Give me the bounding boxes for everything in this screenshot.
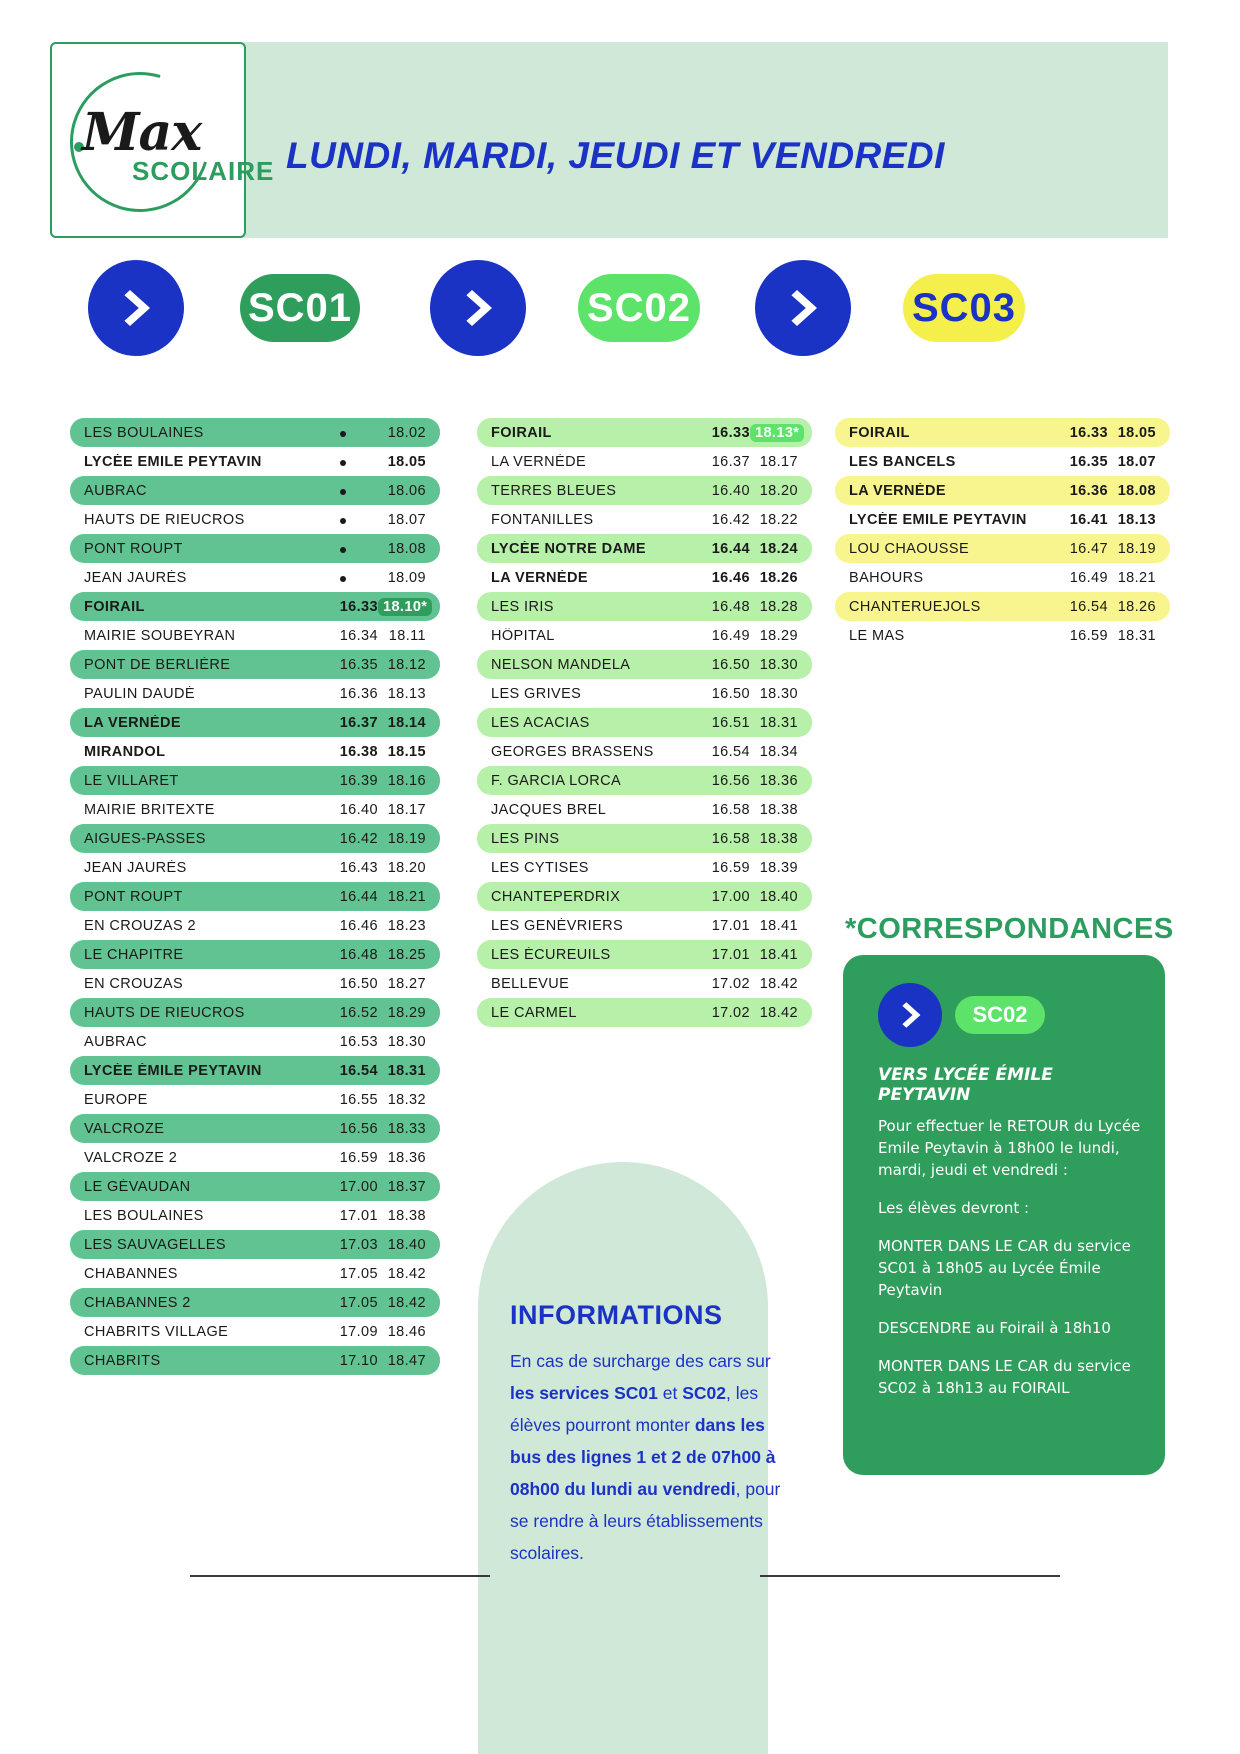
- departure-time-2: 18.34: [759, 743, 798, 760]
- logo-name: Max: [82, 102, 202, 163]
- correspondances-paragraph: Pour effectuer le RETOUR du Lycée Emile Peytavin à 18h00 le lundi, mardi, jeudi et vendredi :: [878, 1117, 1141, 1179]
- table-row: [477, 940, 812, 969]
- departure-time-2: 18.05: [1117, 424, 1156, 441]
- departure-time-2: 18.42: [387, 1294, 426, 1311]
- table-row: [70, 1230, 440, 1259]
- departure-time-1: 17.01: [339, 1207, 378, 1224]
- stop-name: LES BOULAINES: [84, 1207, 204, 1224]
- departure-time-2: 18.26: [759, 569, 798, 586]
- table-row: [477, 824, 812, 853]
- table-row: [835, 621, 1170, 650]
- departure-time-2: 18.07: [1117, 453, 1156, 470]
- departure-time-2: 18.16: [387, 772, 426, 789]
- informations-emphasis: les services SC01: [510, 1383, 658, 1403]
- table-row: [70, 766, 440, 795]
- table-row: [477, 882, 812, 911]
- bullet-icon: [340, 460, 346, 466]
- stop-name: LA VERNÈDE: [84, 714, 181, 731]
- departure-time-2: 18.36: [759, 772, 798, 789]
- table-row: [477, 505, 812, 534]
- departure-time-1: 16.36: [1069, 482, 1108, 499]
- departure-time-2: 18.39: [759, 859, 798, 876]
- departure-time-1: 16.58: [711, 830, 750, 847]
- stop-name: PONT ROUPT: [84, 888, 183, 905]
- stop-name: LES SAUVAGELLES: [84, 1236, 226, 1253]
- departure-time-2: 18.22: [759, 511, 798, 528]
- departure-time-2: 18.38: [387, 1207, 426, 1224]
- departure-time-2: 18.23: [387, 917, 426, 934]
- departure-time-2: 18.31: [1117, 627, 1156, 644]
- departure-time-1: 16.34: [339, 627, 378, 644]
- stop-name: VALCROZE: [84, 1120, 165, 1137]
- table-row: [70, 969, 440, 998]
- departure-time-1: 16.42: [711, 511, 750, 528]
- stop-name: FOIRAIL: [849, 424, 910, 441]
- departure-time-1: [316, 570, 378, 586]
- departure-time-2: 18.42: [759, 1004, 798, 1021]
- correspondances-route-pill: SC02: [955, 996, 1045, 1034]
- departure-time-1: 17.02: [711, 1004, 750, 1021]
- departure-time-1: 17.01: [711, 946, 750, 963]
- departure-time-2: 18.19: [387, 830, 426, 847]
- correspondances-paragraph: DESCENDRE au Foirail à 18h10: [878, 1319, 1111, 1337]
- logo-subtitle: SCOLAIRE: [132, 156, 275, 186]
- stop-name: LES BOULAINES: [84, 424, 204, 441]
- departure-time-1: 16.33: [339, 598, 378, 615]
- departure-time-1: 16.40: [339, 801, 378, 818]
- footer-divider-left: [190, 1575, 490, 1577]
- informations-text: et: [657, 1383, 683, 1403]
- departure-time-1: 17.00: [711, 888, 750, 905]
- table-row: [70, 476, 440, 505]
- departure-time-1: [316, 541, 378, 557]
- departure-time-2: 18.36: [387, 1149, 426, 1166]
- stop-name: BAHOURS: [849, 569, 924, 586]
- table-row: [70, 1288, 440, 1317]
- stop-name: LYCÉE NOTRE DAME: [491, 540, 646, 557]
- departure-time-1: 16.56: [339, 1120, 378, 1137]
- departure-time-1: 16.46: [339, 917, 378, 934]
- departure-time-2: 18.08: [1117, 482, 1156, 499]
- table-row: [70, 534, 440, 563]
- table-row: [477, 447, 812, 476]
- departure-time-1: 16.33: [1069, 424, 1108, 441]
- stop-name: LE CHAPITRE: [84, 946, 184, 963]
- departure-time-1: 16.42: [339, 830, 378, 847]
- stop-name: LES CYTISES: [491, 859, 589, 876]
- table-row: [70, 1143, 440, 1172]
- departure-time-1: 17.00: [339, 1178, 378, 1195]
- stop-name: JEAN JAURÈS: [84, 859, 187, 876]
- table-row: [477, 795, 812, 824]
- stop-name: CHABANNES 2: [84, 1294, 191, 1311]
- table-row: [70, 824, 440, 853]
- departure-time-1: 16.51: [711, 714, 750, 731]
- departure-time-1: 17.03: [339, 1236, 378, 1253]
- departure-time-2: 18.08: [387, 540, 426, 557]
- informations-emphasis: dans les bus des lignes 1 et 2 de 07h00 à 08h00 du lundi au vendredi: [510, 1415, 776, 1499]
- stop-name: LES GRIVES: [491, 685, 582, 702]
- stop-name: MAIRIE BRITEXTE: [84, 801, 215, 818]
- stop-name: LOU CHAOUSSE: [849, 540, 970, 557]
- departure-time-1: 16.56: [711, 772, 750, 789]
- departure-time-1: 16.50: [339, 975, 378, 992]
- stop-name: MAIRIE SOUBEYRAN: [84, 627, 236, 644]
- departure-time-2: 18.41: [759, 946, 798, 963]
- table-row: [477, 998, 812, 1027]
- route-badges: [0, 260, 1240, 360]
- table-row: [70, 1201, 440, 1230]
- departure-time-1: 16.59: [339, 1149, 378, 1166]
- departure-time-2: 18.30: [759, 656, 798, 673]
- departure-time-1: 17.05: [339, 1294, 378, 1311]
- page-title: LUNDI, MARDI, JEUDI ET VENDREDI: [286, 135, 945, 176]
- stop-name: LES PINS: [491, 830, 560, 847]
- table-row: [835, 505, 1170, 534]
- departure-time-2: 18.32: [387, 1091, 426, 1108]
- correspondances-body: [878, 1115, 1146, 1415]
- departure-time-2: 18.11: [388, 627, 426, 644]
- table-row: [70, 679, 440, 708]
- departure-time-1: 16.59: [1069, 627, 1108, 644]
- stop-name: CHABRITS VILLAGE: [84, 1323, 229, 1340]
- departure-time-1: [316, 425, 378, 441]
- table-row: [477, 418, 812, 447]
- departure-time-1: [316, 512, 378, 528]
- stop-name: LA VERNÈDE: [491, 569, 588, 586]
- departure-time-1: 16.48: [711, 598, 750, 615]
- stop-name: FONTANILLES: [491, 511, 594, 528]
- departure-time-1: 16.44: [711, 540, 750, 557]
- departure-time-1: 16.35: [1069, 453, 1108, 470]
- correspondances-paragraph: MONTER DANS LE CAR du service SC01 à 18h05 au Lycée Émile Peytavin: [878, 1237, 1131, 1299]
- departure-time-2: 18.42: [759, 975, 798, 992]
- stop-name: HAUTS DE RIEUCROS: [84, 511, 245, 528]
- departure-time-1: 16.55: [339, 1091, 378, 1108]
- stop-name: LYCÉE EMILE PEYTAVIN: [849, 511, 1027, 528]
- departure-time-1: [316, 483, 378, 499]
- correspondances-paragraph: MONTER DANS LE CAR du service SC02 à 18h13 au FOIRAIL: [878, 1357, 1131, 1397]
- departure-time-2: 18.40: [759, 888, 798, 905]
- departure-time-2: 18.14: [387, 714, 426, 731]
- departure-time-2: 18.06: [387, 482, 426, 499]
- timetable-sc03: [835, 418, 1170, 650]
- correspondance-time-highlight: 18.13*: [750, 424, 804, 442]
- table-row: [70, 1114, 440, 1143]
- table-row: [477, 650, 812, 679]
- logo-card: [50, 42, 275, 238]
- departure-time-2: 18.20: [759, 482, 798, 499]
- route-code-label: SC01: [240, 274, 360, 342]
- departure-time-1: 16.40: [711, 482, 750, 499]
- departure-time-1: 16.58: [711, 801, 750, 818]
- stop-name: LES BANCELS: [849, 453, 956, 470]
- table-row: [835, 476, 1170, 505]
- stop-name: LES GENÉVRIERS: [491, 917, 624, 934]
- departure-time-2: 18.19: [1117, 540, 1156, 557]
- departure-time-2: 18.21: [1117, 569, 1156, 586]
- table-row: [477, 969, 812, 998]
- departure-time-2: 18.12: [387, 656, 426, 673]
- departure-time-2: 18.37: [387, 1178, 426, 1195]
- departure-time-2: [750, 425, 812, 441]
- departure-time-2: 18.31: [387, 1062, 426, 1079]
- informations-body: [510, 1345, 782, 1569]
- table-row: [835, 592, 1170, 621]
- departure-time-1: 16.49: [1069, 569, 1108, 586]
- table-row: [477, 592, 812, 621]
- departure-time-2: 18.09: [387, 569, 426, 586]
- stop-name: LES ÉCUREUILS: [491, 946, 611, 963]
- departure-time-2: 18.20: [387, 859, 426, 876]
- departure-time-1: 17.05: [339, 1265, 378, 1282]
- departure-time-2: 18.21: [387, 888, 426, 905]
- stop-name: EUROPE: [84, 1091, 148, 1108]
- departure-time-2: 18.17: [759, 453, 798, 470]
- departure-time-1: 16.48: [339, 946, 378, 963]
- stop-name: LA VERNÈDE: [491, 453, 587, 470]
- informations-text: , les élèves pourront monter: [510, 1383, 759, 1435]
- departure-time-1: 16.53: [339, 1033, 378, 1050]
- stop-name: LES IRIS: [491, 598, 554, 615]
- table-row: [477, 708, 812, 737]
- table-row: [70, 882, 440, 911]
- informations-emphasis: SC02: [682, 1383, 727, 1403]
- departure-time-1: 17.10: [339, 1352, 378, 1369]
- departure-time-2: 18.24: [759, 540, 798, 557]
- departure-time-1: 16.37: [711, 453, 750, 470]
- departure-time-1: 16.50: [711, 685, 750, 702]
- informations-title: INFORMATIONS: [510, 1300, 723, 1330]
- table-row: [70, 1172, 440, 1201]
- departure-time-2: 18.02: [387, 424, 426, 441]
- table-row: [477, 621, 812, 650]
- departure-time-2: 18.38: [759, 830, 798, 847]
- departure-time-1: 16.59: [711, 859, 750, 876]
- bullet-icon: [340, 547, 346, 553]
- departure-time-2: 18.07: [387, 511, 426, 528]
- stop-name: LE VILLARET: [84, 772, 179, 789]
- stop-name: PAULIN DAUDÉ: [84, 685, 195, 702]
- stop-name: EN CROUZAS: [84, 975, 184, 992]
- stop-name: VALCROZE 2: [84, 1149, 178, 1166]
- departure-time-2: 18.25: [387, 946, 426, 963]
- departure-time-1: 16.54: [339, 1062, 378, 1079]
- table-row: [70, 621, 440, 650]
- departure-time-1: 16.49: [711, 627, 750, 644]
- chevron-right-icon: [878, 983, 942, 1047]
- correspondances-card: [843, 955, 1165, 1475]
- stop-name: JACQUES BREL: [491, 801, 607, 818]
- correspondances-subtitle: VERS LYCÉE ÉMILE PEYTAVIN: [878, 1065, 1053, 1105]
- table-row: [477, 853, 812, 882]
- stop-name: JEAN JAURÈS: [84, 569, 187, 586]
- departure-time-1: 16.39: [339, 772, 378, 789]
- stop-name: LYCÉE ÉMILE PEYTAVIN: [84, 1062, 262, 1079]
- table-row: [477, 563, 812, 592]
- table-row: [70, 1346, 440, 1375]
- departure-time-1: 16.44: [339, 888, 378, 905]
- departure-time-2: 18.31: [759, 714, 798, 731]
- departure-time-1: 16.36: [339, 685, 378, 702]
- timetable-sc02: [477, 418, 812, 1027]
- departure-time-1: 16.46: [711, 569, 750, 586]
- stop-name: CHANTERUEJOLS: [849, 598, 981, 615]
- stop-name: LE MAS: [849, 627, 905, 644]
- stop-name: MIRANDOL: [84, 743, 166, 760]
- departure-time-1: 16.41: [1069, 511, 1108, 528]
- stop-name: NELSON MANDELA: [491, 656, 631, 673]
- timetable-sc01: [70, 418, 440, 1375]
- departure-time-1: 16.50: [711, 656, 750, 673]
- departure-time-2: 18.27: [387, 975, 426, 992]
- table-row: [70, 911, 440, 940]
- table-row: [70, 708, 440, 737]
- table-row: [70, 447, 440, 476]
- table-row: [477, 766, 812, 795]
- departure-time-2: 18.05: [387, 453, 426, 470]
- departure-time-2: 18.17: [387, 801, 426, 818]
- informations-text: En cas de surcharge des cars sur: [510, 1351, 771, 1371]
- table-row: [477, 679, 812, 708]
- table-row: [70, 650, 440, 679]
- stop-name: FOIRAIL: [491, 424, 552, 441]
- stop-name: AUBRAC: [84, 1033, 147, 1050]
- table-row: [70, 737, 440, 766]
- stop-name: CHANTEPERDRIX: [491, 888, 621, 905]
- stop-name: LE CARMEL: [491, 1004, 577, 1021]
- departure-time-2: 18.41: [759, 917, 798, 934]
- table-row: [70, 592, 440, 621]
- departure-time-2: 18.30: [387, 1033, 426, 1050]
- bullet-icon: [340, 431, 346, 437]
- table-row: [70, 998, 440, 1027]
- table-row: [477, 476, 812, 505]
- departure-time-1: 16.52: [339, 1004, 378, 1021]
- stop-name: HAUTS DE RIEUCROS: [84, 1004, 245, 1021]
- stop-name: AIGUES-PASSES: [84, 830, 206, 847]
- route-code-label: SC02: [578, 274, 700, 342]
- departure-time-2: 18.30: [759, 685, 798, 702]
- chevron-right-icon: [755, 260, 851, 356]
- table-row: [70, 418, 440, 447]
- departure-time-2: 18.46: [387, 1323, 426, 1340]
- table-row: [70, 795, 440, 824]
- departure-time-2: 18.47: [387, 1352, 426, 1369]
- chevron-right-icon: [430, 260, 526, 356]
- stop-name: AUBRAC: [84, 482, 147, 499]
- stop-name: PONT DE BERLIÈRE: [84, 656, 231, 673]
- departure-time-1: 16.43: [339, 859, 378, 876]
- departure-time-1: 17.02: [711, 975, 750, 992]
- stop-name: LE GÉVAUDAN: [84, 1178, 191, 1195]
- table-row: [70, 853, 440, 882]
- stop-name: CHABANNES: [84, 1265, 178, 1282]
- table-row: [70, 940, 440, 969]
- table-row: [70, 505, 440, 534]
- table-row: [70, 1317, 440, 1346]
- table-row: [477, 534, 812, 563]
- table-row: [835, 534, 1170, 563]
- departure-time-1: 16.37: [339, 714, 378, 731]
- departure-time-1: 17.09: [339, 1323, 378, 1340]
- departure-time-1: 16.47: [1069, 540, 1108, 557]
- correspondance-time-highlight: 18.10*: [378, 598, 432, 616]
- table-row: [70, 1085, 440, 1114]
- stop-name: LES ACACIAS: [491, 714, 590, 731]
- departure-time-2: 18.28: [759, 598, 798, 615]
- departure-time-2: 18.38: [759, 801, 798, 818]
- stop-name: GEORGES BRASSENS: [491, 743, 654, 760]
- departure-time-1: 16.33: [711, 424, 750, 441]
- table-row: [835, 418, 1170, 447]
- route-code-label: SC03: [903, 274, 1025, 342]
- stop-name: F. GARCIA LORCA: [491, 772, 622, 789]
- departure-time-1: 16.38: [339, 743, 378, 760]
- stop-name: LYCÉE EMILE PEYTAVIN: [84, 453, 262, 470]
- departure-time-1: 16.35: [339, 656, 378, 673]
- stop-name: PONT ROUPT: [84, 540, 183, 557]
- table-row: [70, 563, 440, 592]
- table-row: [477, 911, 812, 940]
- table-row: [70, 1056, 440, 1085]
- stop-name: TERRES BLEUES: [491, 482, 617, 499]
- correspondances-paragraph: Les élèves devront :: [878, 1199, 1030, 1217]
- departure-time-2: 18.42: [387, 1265, 426, 1282]
- table-row: [835, 447, 1170, 476]
- bullet-icon: [340, 518, 346, 524]
- table-row: [835, 563, 1170, 592]
- departure-time-2: 18.40: [387, 1236, 426, 1253]
- departure-time-1: [316, 454, 378, 470]
- stop-name: CHABRITS: [84, 1352, 161, 1369]
- departure-time-1: 17.01: [711, 917, 750, 934]
- departure-time-1: 16.54: [711, 743, 750, 760]
- bullet-icon: [340, 576, 346, 582]
- correspondances-title: *CORRESPONDANCES: [845, 913, 1174, 945]
- departure-time-2: [378, 599, 440, 615]
- chevron-right-icon: [88, 260, 184, 356]
- departure-time-2: 18.26: [1117, 598, 1156, 615]
- bullet-icon: [340, 489, 346, 495]
- departure-time-2: 18.15: [387, 743, 426, 760]
- departure-time-2: 18.29: [387, 1004, 426, 1021]
- footer-divider-right: [760, 1575, 1060, 1577]
- table-row: [70, 1259, 440, 1288]
- stop-name: LA VERNÈDE: [849, 482, 946, 499]
- departure-time-2: 18.13: [387, 685, 426, 702]
- stop-name: BELLEVUE: [491, 975, 570, 992]
- stop-name: FOIRAIL: [84, 598, 145, 615]
- departure-time-2: 18.13: [1117, 511, 1156, 528]
- table-row: [70, 1027, 440, 1056]
- departure-time-1: 16.54: [1069, 598, 1108, 615]
- stop-name: HÔPITAL: [491, 627, 555, 644]
- table-row: [477, 737, 812, 766]
- departure-time-2: 18.29: [759, 627, 798, 644]
- stop-name: EN CROUZAS 2: [84, 917, 196, 934]
- informations-text: , pour se rendre à leurs établissements scolaires.: [510, 1479, 781, 1563]
- departure-time-2: 18.33: [387, 1120, 426, 1137]
